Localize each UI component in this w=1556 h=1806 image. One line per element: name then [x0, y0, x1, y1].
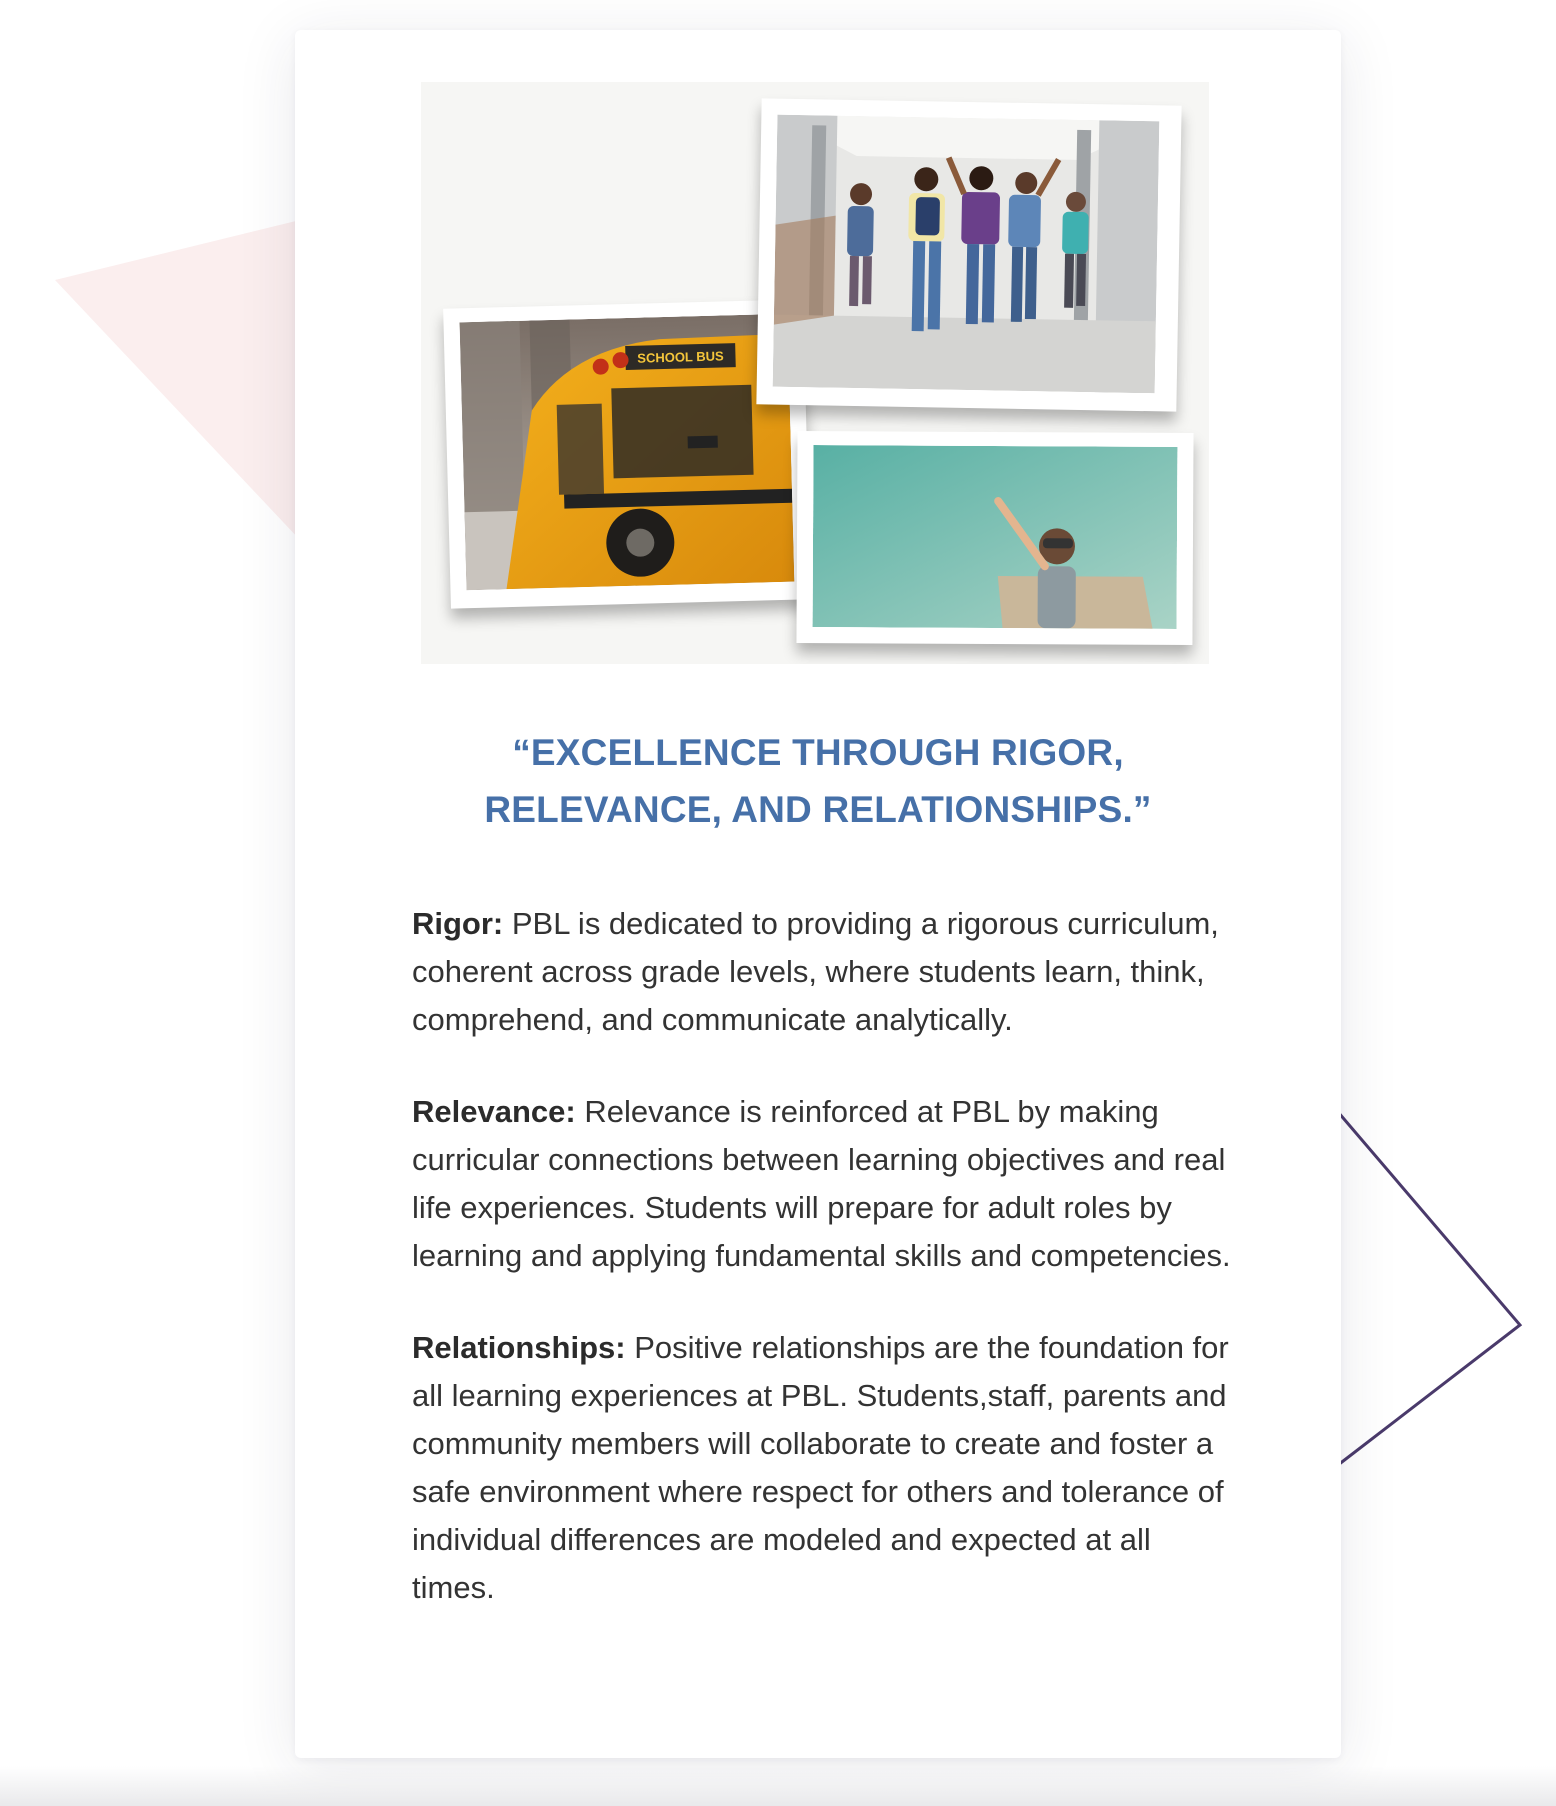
bottom-fade — [0, 1766, 1556, 1806]
child-pilot-photo — [796, 431, 1193, 645]
pillar-text: PBL is dedicated to providing a rigorous curriculum, coherent across grade levels, where students learn, think, comprehend, and communicate analytically. — [412, 906, 1219, 1037]
diamond-outline-shape — [1338, 1112, 1520, 1465]
students-running-photo — [756, 98, 1181, 411]
pillars-section — [412, 900, 1242, 1656]
svg-text:SCHOOL BUS: SCHOOL BUS — [637, 348, 724, 366]
school-bus-photo — [443, 299, 811, 608]
pillar-text: Positive relationships are the foundation for all learning experiences at PBL. Students,staff, parents and community members will collaborate to create and foster a safe environment where respect for others and tolerance of individual differences are modeled and expected at all times. — [412, 1330, 1229, 1605]
motto-line-1: “EXCELLENCE THROUGH RIGOR, — [512, 732, 1124, 773]
pillar-term: Relationships: — [412, 1330, 626, 1365]
pillar-rigor — [412, 900, 1242, 1044]
motto-heading — [335, 724, 1301, 838]
pillar-term: Relevance: — [412, 1094, 576, 1129]
motto-line-2: RELEVANCE, AND RELATIONSHIPS.” — [484, 789, 1152, 830]
pillar-relevance — [412, 1088, 1242, 1280]
pillar-relationships — [412, 1324, 1242, 1612]
pillar-text: Relevance is reinforced at PBL by making curricular connections between learning objectives and real life experiences. Students will prepare for adult roles by learning and applying fundamental skills and competencies. — [412, 1094, 1231, 1273]
photo-collage — [421, 82, 1209, 664]
pillar-term: Rigor: — [412, 906, 504, 941]
content-card — [295, 30, 1341, 1758]
pink-triangle-shape — [55, 220, 300, 540]
